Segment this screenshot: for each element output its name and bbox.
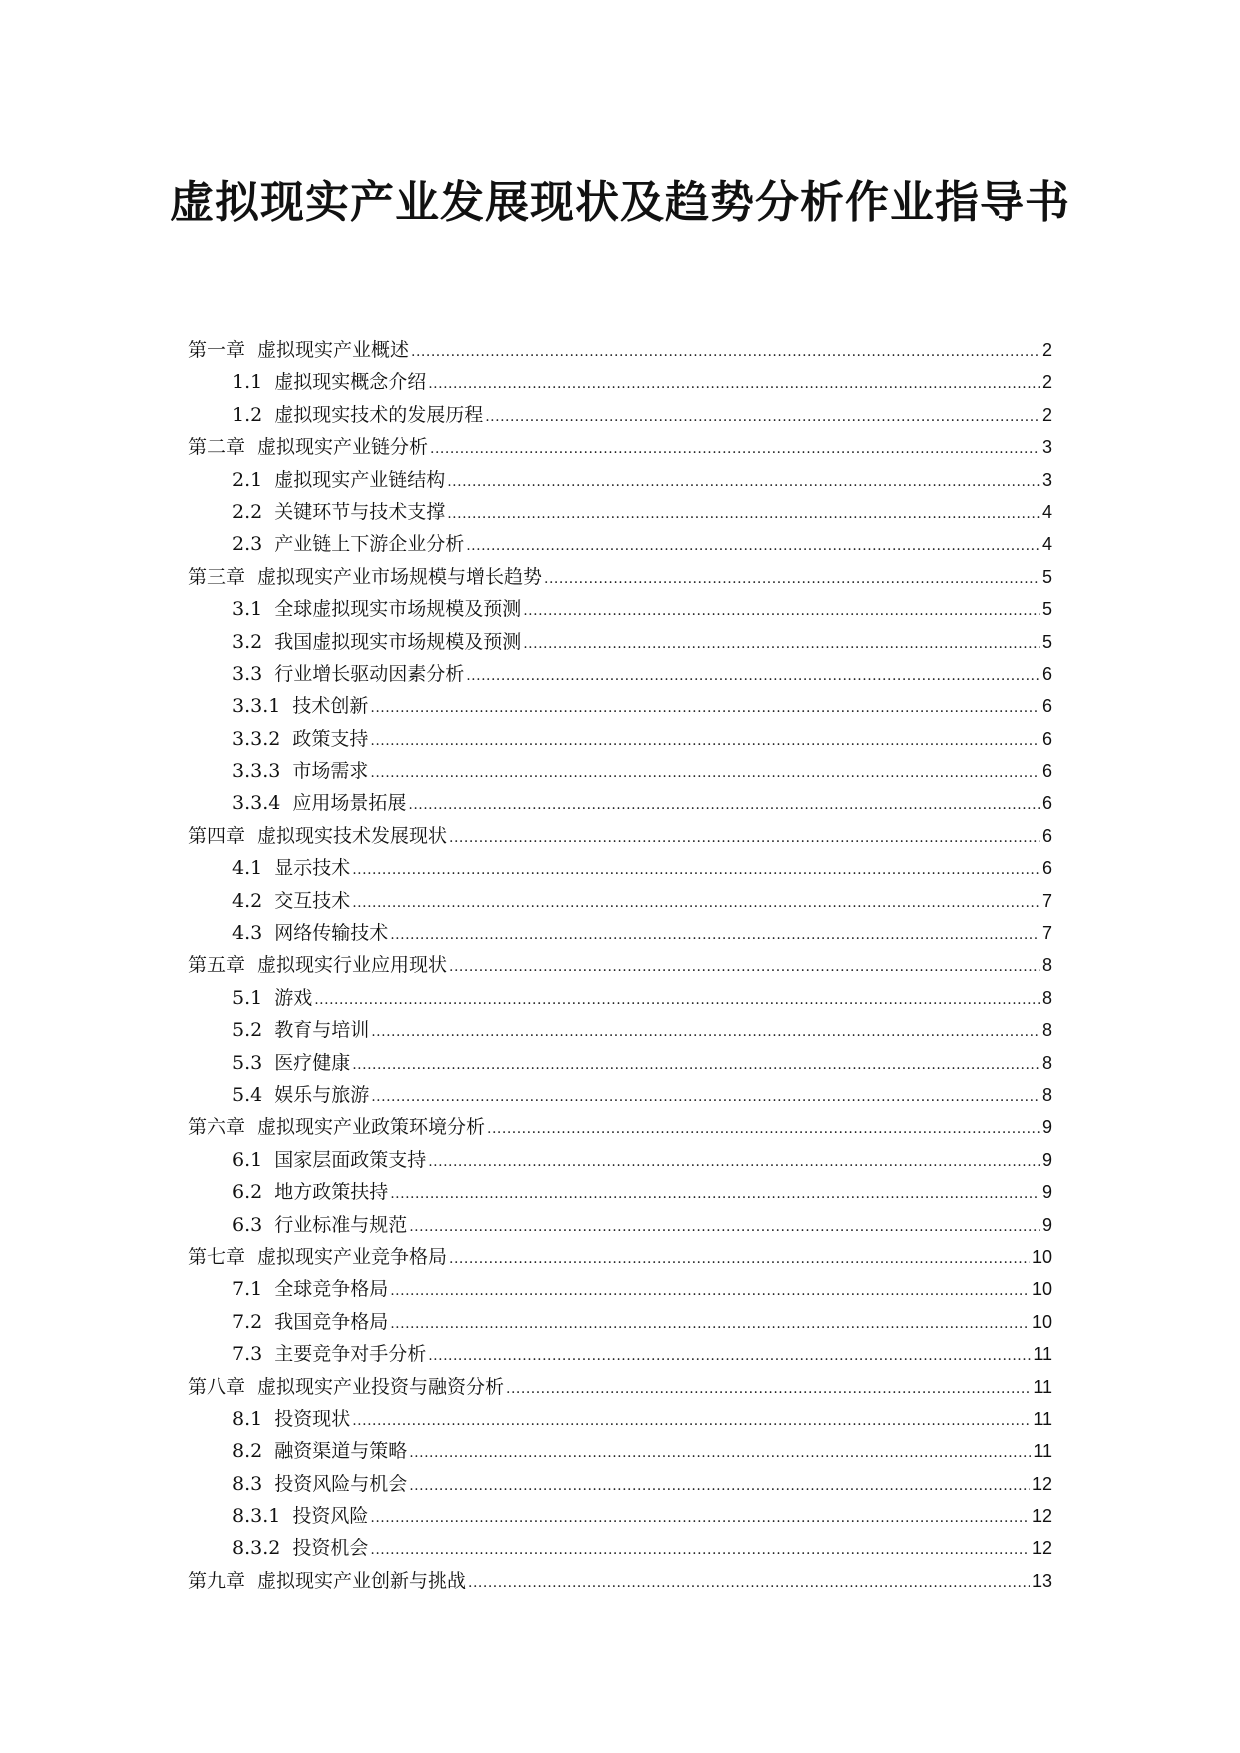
toc-entry-section[interactable] <box>188 1468 1052 1500</box>
toc-entry-number: 5.4 <box>232 1083 263 1106</box>
toc-entry-chapter[interactable] <box>188 1371 1052 1403</box>
toc-entry-title: 虚拟现实概念介绍 <box>274 371 427 394</box>
document-title: 虚拟现实产业发展现状及趋势分析作业指导书 <box>170 177 1070 228</box>
toc-entry-page-number: 5 <box>1041 599 1052 620</box>
toc-entry-title: 游戏 <box>274 986 313 1009</box>
toc-entry-number: 第五章 <box>188 954 246 977</box>
toc-dot-leader <box>409 1470 1030 1502</box>
toc-entry-page-number: 8 <box>1041 1052 1052 1073</box>
toc-entry-page-number: 9 <box>1041 1182 1052 1203</box>
toc-dot-leader <box>352 854 1040 886</box>
toc-entry-page-number: 10 <box>1031 1246 1052 1267</box>
toc-entry-section[interactable] <box>188 658 1052 690</box>
toc-entry-chapter[interactable] <box>188 1111 1052 1143</box>
toc-entry-section[interactable] <box>188 496 1052 528</box>
toc-dot-leader <box>430 433 1040 465</box>
toc-entry-page-number: 9 <box>1041 1117 1052 1138</box>
toc-entry-page-number: 2 <box>1041 404 1052 425</box>
toc-entry-page-number: 6 <box>1041 858 1052 879</box>
toc-entry-section[interactable] <box>188 593 1052 625</box>
toc-entry-page-number: 6 <box>1041 663 1052 684</box>
toc-entry-page-number: 11 <box>1033 1408 1052 1429</box>
toc-entry-page-number: 9 <box>1041 1214 1052 1235</box>
toc-entry-title: 交互技术 <box>274 889 351 912</box>
toc-entry-section[interactable] <box>188 690 1052 722</box>
toc-entry-page-number: 12 <box>1031 1538 1052 1559</box>
toc-entry-title: 虚拟现实技术的发展历程 <box>274 403 484 426</box>
toc-dot-leader <box>544 563 1040 595</box>
toc-entry-number: 第一章 <box>188 339 246 361</box>
toc-entry-title: 虚拟现实产业链分析 <box>257 436 429 459</box>
toc-entry-title: 网络传输技术 <box>274 922 389 945</box>
toc-entry-section[interactable] <box>188 1047 1052 1079</box>
toc-entry-number: 4.1 <box>232 857 263 880</box>
toc-dot-leader <box>408 789 1040 821</box>
toc-dot-leader <box>352 1405 1031 1437</box>
toc-entry-number: 4.3 <box>232 922 263 945</box>
toc-entry-section[interactable] <box>188 1176 1052 1208</box>
toc-entry-page-number: 8 <box>1041 955 1052 976</box>
toc-dot-leader <box>390 1308 1030 1340</box>
toc-entry-chapter[interactable] <box>188 334 1052 366</box>
toc-entry-page-number: 6 <box>1041 793 1052 814</box>
toc-entry-page-number: 12 <box>1031 1473 1052 1494</box>
toc-entry-title: 投资现状 <box>274 1407 351 1430</box>
toc-entry-title: 虚拟现实产业政策环境分析 <box>257 1116 486 1139</box>
toc-dot-leader <box>352 1049 1040 1081</box>
toc-dot-leader <box>466 530 1040 562</box>
toc-entry-number: 3.3.3 <box>232 760 281 783</box>
toc-dot-leader <box>352 887 1040 919</box>
toc-entry-page-number: 6 <box>1041 761 1052 782</box>
toc-entry-section[interactable] <box>188 1306 1052 1338</box>
toc-entry-page-number: 7 <box>1041 923 1052 944</box>
toc-entry-section[interactable] <box>188 1435 1052 1467</box>
toc-entry-section[interactable] <box>188 982 1052 1014</box>
toc-entry-title: 投资风险与机会 <box>274 1472 408 1495</box>
toc-entry-section[interactable] <box>188 464 1052 496</box>
toc-entry-section[interactable] <box>188 626 1052 658</box>
toc-entry-title: 虚拟现实产业市场规模与增长趋势 <box>257 565 543 588</box>
toc-entry-title: 医疗健康 <box>274 1051 351 1074</box>
toc-entry-title: 产业链上下游企业分析 <box>274 533 465 556</box>
toc-entry-section[interactable] <box>188 1500 1052 1532</box>
toc-dot-leader <box>370 725 1040 757</box>
toc-entry-section[interactable] <box>188 1273 1052 1305</box>
toc-entry-page-number: 5 <box>1041 566 1052 587</box>
toc-entry-section[interactable] <box>188 852 1052 884</box>
toc-entry-title: 应用场景拓展 <box>292 792 407 815</box>
toc-entry-title: 我国竞争格局 <box>274 1310 389 1333</box>
toc-entry-page-number: 4 <box>1041 501 1052 522</box>
toc-entry-title: 虚拟现实产业竞争格局 <box>257 1245 448 1268</box>
table-of-contents <box>188 334 1052 1597</box>
toc-entry-section[interactable] <box>188 885 1052 917</box>
toc-entry-page-number: 6 <box>1041 825 1052 846</box>
toc-entry-page-number: 11 <box>1033 1376 1052 1397</box>
toc-dot-leader <box>370 692 1040 724</box>
toc-entry-number: 6.2 <box>232 1181 263 1204</box>
toc-entry-page-number: 9 <box>1041 1149 1052 1170</box>
toc-dot-leader <box>371 1081 1040 1113</box>
toc-entry-number: 第三章 <box>188 565 246 588</box>
toc-dot-leader <box>370 757 1040 789</box>
toc-entry-title: 行业标准与规范 <box>274 1213 408 1236</box>
toc-entry-section[interactable] <box>188 1338 1052 1370</box>
toc-entry-number: 3.2 <box>232 630 263 653</box>
toc-entry-number: 8.3.1 <box>232 1505 281 1528</box>
toc-dot-leader <box>409 1437 1031 1469</box>
toc-entry-number: 第六章 <box>188 1116 246 1139</box>
toc-dot-leader <box>370 1502 1030 1534</box>
toc-entry-section[interactable] <box>188 723 1052 755</box>
toc-entry-number: 1.1 <box>232 371 263 394</box>
toc-dot-leader <box>428 1340 1031 1372</box>
toc-entry-section[interactable] <box>188 1209 1052 1241</box>
toc-dot-leader <box>466 660 1040 692</box>
toc-entry-title: 显示技术 <box>274 857 351 880</box>
toc-entry-chapter[interactable] <box>188 431 1052 463</box>
toc-entry-title: 国家层面政策支持 <box>274 1148 427 1171</box>
toc-entry-page-number: 2 <box>1041 340 1052 360</box>
toc-entry-number: 7.3 <box>232 1343 263 1366</box>
toc-entry-section[interactable] <box>188 787 1052 819</box>
toc-entry-title: 融资渠道与策略 <box>274 1440 408 1463</box>
toc-entry-section[interactable] <box>188 1144 1052 1176</box>
toc-dot-leader <box>428 368 1040 400</box>
toc-entry-number: 6.3 <box>232 1213 263 1236</box>
toc-entry-page-number: 3 <box>1041 469 1052 490</box>
toc-entry-number: 第七章 <box>188 1245 246 1268</box>
toc-entry-page-number: 13 <box>1031 1570 1052 1591</box>
toc-dot-leader <box>371 1016 1040 1048</box>
toc-entry-page-number: 6 <box>1041 728 1052 749</box>
toc-entry-number: 5.1 <box>232 986 263 1009</box>
toc-entry-number: 2.2 <box>232 500 263 523</box>
toc-entry-number: 3.3.2 <box>232 727 281 750</box>
toc-entry-number: 5.2 <box>232 1019 263 1042</box>
toc-dot-leader <box>447 498 1040 530</box>
toc-entry-chapter[interactable] <box>188 1565 1052 1597</box>
toc-entry-page-number: 10 <box>1031 1279 1052 1300</box>
toc-entry-number: 3.1 <box>232 598 263 621</box>
toc-entry-page-number: 11 <box>1033 1344 1052 1365</box>
toc-dot-leader <box>449 822 1040 854</box>
toc-dot-leader <box>468 1567 1030 1599</box>
toc-entry-title: 主要竞争对手分析 <box>274 1343 427 1366</box>
toc-entry-page-number: 11 <box>1033 1441 1052 1462</box>
toc-entry-title: 技术创新 <box>292 695 369 718</box>
toc-entry-number: 第八章 <box>188 1375 246 1398</box>
toc-entry-number: 2.3 <box>232 533 263 556</box>
toc-entry-number: 6.1 <box>232 1148 263 1171</box>
toc-entry-chapter[interactable] <box>188 1241 1052 1273</box>
toc-entry-number: 4.2 <box>232 889 263 912</box>
toc-entry-title: 全球虚拟现实市场规模及预测 <box>274 598 522 621</box>
toc-entry-title: 地方政策扶持 <box>274 1181 389 1204</box>
toc-entry-title: 娱乐与旅游 <box>274 1083 370 1106</box>
toc-entry-title: 关键环节与技术支撑 <box>274 500 446 523</box>
toc-entry-section[interactable] <box>188 399 1052 431</box>
toc-entry-section[interactable] <box>188 1014 1052 1046</box>
toc-entry-number: 1.2 <box>232 403 263 426</box>
toc-entry-section[interactable] <box>188 528 1052 560</box>
toc-entry-title: 政策支持 <box>292 727 369 750</box>
toc-entry-title: 教育与培训 <box>274 1019 370 1042</box>
toc-dot-leader <box>411 336 1040 368</box>
toc-dot-leader <box>485 401 1040 433</box>
toc-dot-leader <box>370 1534 1030 1566</box>
toc-entry-title: 市场需求 <box>292 760 369 783</box>
toc-entry-title: 虚拟现实产业投资与融资分析 <box>257 1375 505 1398</box>
toc-entry-page-number: 6 <box>1041 696 1052 717</box>
toc-dot-leader <box>390 1178 1040 1210</box>
toc-entry-title: 虚拟现实产业概述 <box>257 339 410 361</box>
toc-entry-title: 投资机会 <box>292 1537 369 1560</box>
toc-entry-number: 3.3 <box>232 662 263 685</box>
toc-entry-section[interactable] <box>188 366 1052 398</box>
toc-entry-page-number: 10 <box>1031 1311 1052 1332</box>
toc-entry-number: 8.3 <box>232 1472 263 1495</box>
toc-dot-leader <box>447 466 1040 498</box>
toc-entry-number: 7.1 <box>232 1278 263 1301</box>
toc-entry-title: 虚拟现实技术发展现状 <box>257 824 448 847</box>
toc-entry-page-number: 3 <box>1041 437 1052 458</box>
toc-entry-number: 7.2 <box>232 1310 263 1333</box>
toc-dot-leader <box>409 1211 1040 1243</box>
toc-entry-number: 8.3.2 <box>232 1537 281 1560</box>
toc-entry-chapter[interactable] <box>188 561 1052 593</box>
toc-dot-leader <box>390 1275 1030 1307</box>
toc-entry-title: 全球竞争格局 <box>274 1278 389 1301</box>
toc-entry-chapter[interactable] <box>188 820 1052 852</box>
toc-entry-title: 虚拟现实产业创新与挑战 <box>257 1569 467 1592</box>
toc-entry-page-number: 8 <box>1041 987 1052 1008</box>
toc-dot-leader <box>523 628 1040 660</box>
toc-entry-section[interactable] <box>188 917 1052 949</box>
toc-entry-number: 2.1 <box>232 468 263 491</box>
toc-entry-title: 虚拟现实产业链结构 <box>274 468 446 491</box>
toc-dot-leader <box>449 951 1040 983</box>
toc-entry-number: 3.3.4 <box>232 792 281 815</box>
toc-entry-page-number: 8 <box>1041 1084 1052 1105</box>
toc-entry-page-number: 8 <box>1041 1020 1052 1041</box>
toc-entry-section[interactable] <box>188 1079 1052 1111</box>
toc-entry-number: 第四章 <box>188 824 246 847</box>
toc-dot-leader <box>487 1113 1040 1145</box>
toc-entry-number: 第二章 <box>188 436 246 459</box>
toc-dot-leader <box>506 1373 1031 1405</box>
toc-entry-page-number: 7 <box>1041 890 1052 911</box>
toc-entry-section[interactable] <box>188 1403 1052 1435</box>
toc-dot-leader <box>449 1243 1030 1275</box>
toc-dot-leader <box>314 984 1040 1016</box>
toc-entry-chapter[interactable] <box>188 949 1052 981</box>
toc-dot-leader <box>390 919 1040 951</box>
toc-dot-leader <box>523 595 1040 627</box>
toc-entry-title: 投资风险 <box>292 1505 369 1528</box>
toc-entry-number: 5.3 <box>232 1051 263 1074</box>
toc-dot-leader <box>428 1146 1040 1178</box>
toc-entry-page-number: 5 <box>1041 631 1052 652</box>
toc-entry-section[interactable] <box>188 755 1052 787</box>
toc-entry-page-number: 12 <box>1031 1506 1052 1527</box>
toc-entry-title: 虚拟现实行业应用现状 <box>257 954 448 977</box>
toc-entry-title: 行业增长驱动因素分析 <box>274 662 465 685</box>
toc-entry-number: 8.1 <box>232 1407 263 1430</box>
toc-entry-page-number: 2 <box>1041 372 1052 393</box>
toc-entry-section[interactable] <box>188 1532 1052 1564</box>
toc-entry-title: 我国虚拟现实市场规模及预测 <box>274 630 522 653</box>
toc-entry-number: 8.2 <box>232 1440 263 1463</box>
toc-entry-number: 3.3.1 <box>232 695 281 718</box>
toc-entry-number: 第九章 <box>188 1569 246 1592</box>
toc-entry-page-number: 4 <box>1041 534 1052 555</box>
